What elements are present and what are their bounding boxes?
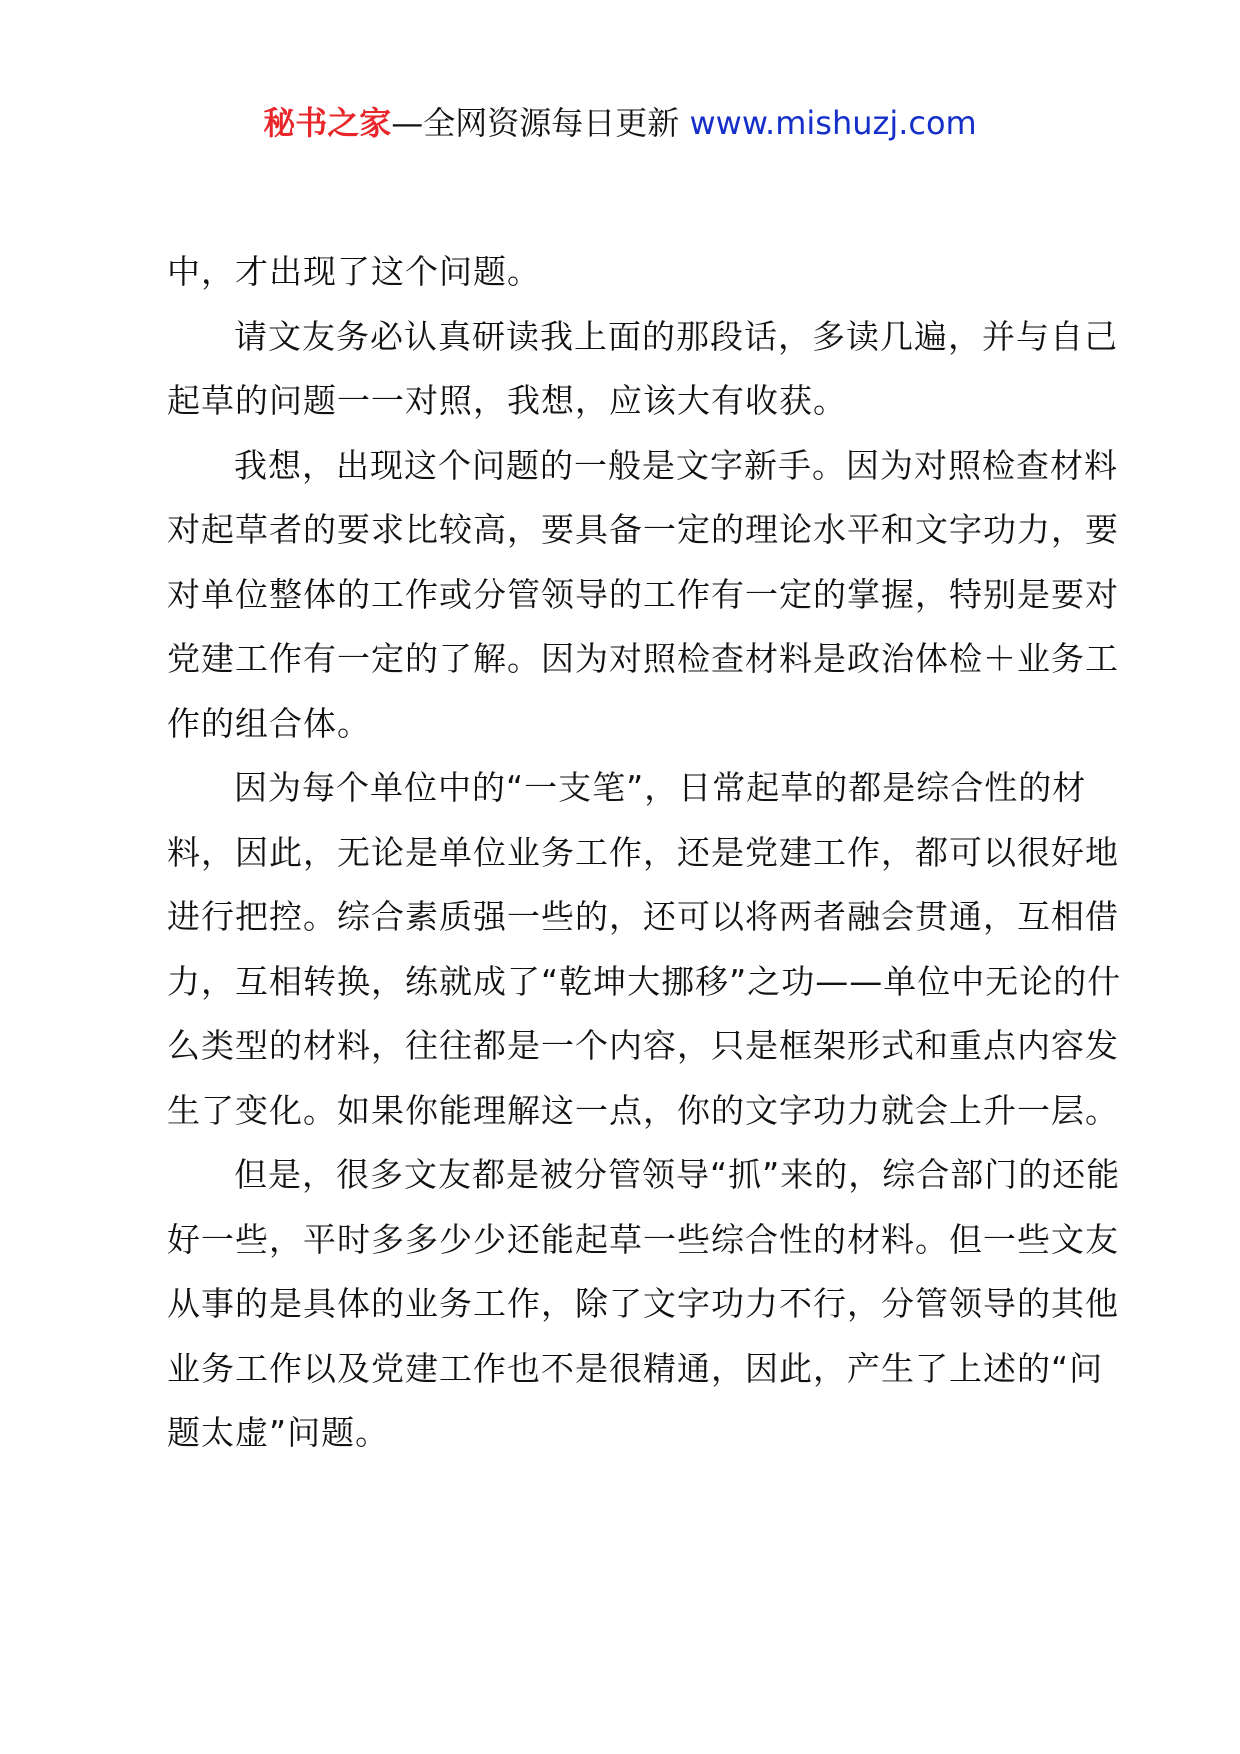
paragraph: 但是，很多文友都是被分管领导“抓”来的，综合部门的还能好一些，平时多多少少还能起草一些综合性的材料。但一些文友从事的是具体的业务工作，除了文字功力不行，分管领导的其他业务工作以及党建工作也不是很精通，因此，产生了上述的“问题太虚”问题。 — [167, 1155, 1121, 1452]
paragraph: 我想，出现这个问题的一般是文字新手。因为对照检查材料对起草者的要求比较高，要具备一定的理论水平和文字功力，要对单位整体的工作或分管领导的工作有一定的掌握，特别是要对党建工作有一定的了解。因为对照检查材料是政治体检＋业务工作的组合体。 — [167, 445, 1119, 743]
paragraph: 请文友务必认真研读我上面的那段话，多读几遍，并与自己起草的问题一一对照，我想，应该大有收获。 — [167, 316, 1118, 420]
paragraph: 中，才出现了这个问题。 — [167, 252, 541, 291]
website-link[interactable]: www.mishuzj.com — [689, 104, 977, 142]
document-body — [167, 240, 1125, 1466]
paragraph: 因为每个单位中的“一支笔”，日常起草的都是综合性的材料，因此，无论是单位业务工作，还是党建工作，都可以很好地进行把控。综合素质强一些的，还可以将两者融会贯通，互相借力，互相转换，练就成了“乾坤大挪移”之功——单位中无论的什么类型的材料，往往都是一个内容，只是框架形式和重点内容发生了变化。如果你能理解这一点，你的文字功力就会上升一层。 — [167, 768, 1122, 1130]
page-header — [0, 98, 1240, 148]
header-slogan: —全网资源每日更新 — [391, 104, 680, 142]
brand-name: 秘书之家 — [263, 104, 392, 142]
